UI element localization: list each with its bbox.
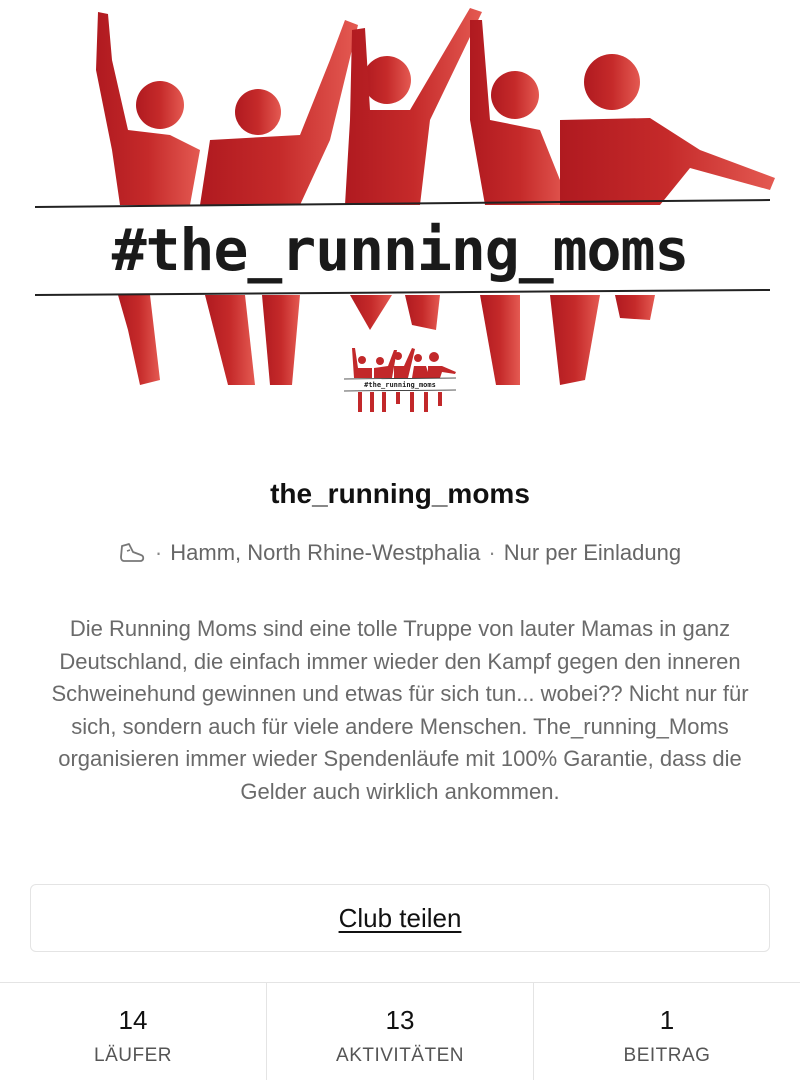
club-title: the_running_moms [270,478,530,509]
meta-separator: · [154,540,163,565]
stat-posts[interactable] [534,983,800,1080]
meta-separator: · [488,540,496,565]
stat-label: AKTIVITÄTEN [336,1045,464,1066]
club-meta [0,540,800,566]
avatar-hashtag: #the_running_moms [364,381,436,389]
stat-runners[interactable] [0,983,267,1080]
club-description: Die Running Moms sind eine tolle Truppe von lauter Mamas in ganz Deutschland, die einfach immer wieder den Kampf gegen den inneren Schweinehund gewinnen und etwas für sich tun... wobei?? Nicht nur für sich, sondern auch für viele andere Menschen. The_running_Moms organisieren immer wieder Spendenläufe mit 100% Garantie, dass die Gelder auch wirklich ankommen. [51,616,749,804]
stat-label: LÄUFER [94,1045,172,1066]
stat-activities[interactable] [267,983,534,1080]
banner-hashtag: #the_running_moms [111,216,689,284]
stat-label: BEITRAG [623,1045,711,1066]
club-access: Nur per Einladung [503,540,682,565]
stat-value: 14 [118,1005,148,1035]
club-stats [0,982,800,1080]
stat-value: 13 [385,1005,415,1035]
club-banner [0,0,800,455]
club-location: Hamm, North Rhine-Westphalia [170,540,481,565]
shoe-icon [119,542,145,564]
stat-value: 1 [659,1005,675,1035]
share-club-label[interactable]: Club teilen [338,902,462,933]
share-club-button[interactable] [30,884,770,952]
club-avatar[interactable] [338,342,462,426]
